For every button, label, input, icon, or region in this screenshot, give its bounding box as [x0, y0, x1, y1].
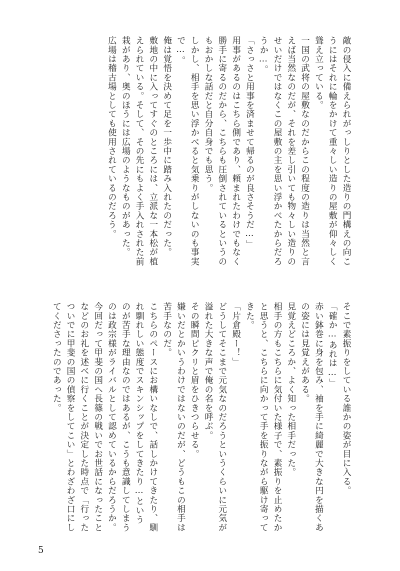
paragraph: 嫌いだとかいうわけではないのだが、どうもこの相手は苦手なのだ。: [161, 302, 186, 532]
paragraph: 用事があるのはこちら側であり、頼まれたわけでもなく勝手に寄るのだから、こちらも圧倒されているというのもおかしな話だと自分自身でも思う。: [203, 36, 241, 266]
bottom-text-block: [22, 302, 352, 532]
dialogue-line: 「確か…あれは…」: [327, 302, 338, 388]
paragraph: その瞬間ピクリと眉をひきつらせる。: [189, 302, 200, 459]
paragraph: 敵の侵入に備えられがっしりとした造りの門構えの向こうにはそれに輪をかけて重々しい造りの屋敷が仰々しく聳え立っている。: [313, 36, 351, 266]
page-number: 5: [38, 546, 44, 556]
dialogue-line: 「片倉殿ー！」: [230, 302, 241, 367]
paragraph: どうしてそこまで元気なのだろうというくらいに元気が溢れた大きな声で俺の名を呼ぶ。: [203, 302, 227, 532]
paragraph: 相手の方もこちらに気付いた様子で、素振りを止めたかと思うと、こちらに向かって手を振りながら駆け寄ってきた。: [244, 302, 283, 532]
paragraph: 敷地の中に入ってすぐのところには、立派な一本松が植えられている。そして、その先にもよく手入れされた前栽があり、奥のほうには広場のようなものがあった。: [120, 36, 158, 266]
paragraph: 赤い鉢巻に身を包み、袖を手に綺麗で大きな円を描くあの姿には見覚えがある。: [299, 302, 324, 532]
paragraph: 今回だって甲斐の国へ長篠の戦いでお世話になったことなどのお礼を述べに行くことが決定した時点で「行ったついでに甲斐の国の偵察をしてこい」とわざわざ口にしてくださったのであった。: [51, 302, 103, 532]
paragraph: 一国の武将の屋敷なのだからこの程度の造りは当然と言えば当然なのだが、それを差し引いても物々しい造りのせいだけではなくこの屋敷の主を思い浮かべたからだろうか…。: [258, 36, 310, 266]
top-text-block: [22, 36, 352, 266]
paragraph: こちらのペースにお構いなしで、話しかけてきたり、馴れ馴れしい態度でスキンシップをしてきたり…というのが苦手な理由なのではあるが、こうも意識してしまうのは政宗様がライバルとして認めているからだろうか。: [106, 302, 158, 532]
paragraph: そこで素振りをしている誰かの姿が目に入る。: [341, 302, 351, 496]
dialogue-line: 「さっさと用事を済ませて帰るのが良さそうだ…」: [244, 36, 255, 249]
paragraph: 俺は覚悟を決めて足を一歩中に踏み入れたのだった。: [161, 36, 172, 257]
paragraph: しかし、相手を思い浮かべると気乗りがしないのも事実で…。: [175, 36, 200, 266]
paragraph: 見覚えどころか、よく知った相手だった。: [285, 302, 296, 477]
paragraph: 広場は稽古場としても使用されているのだろう。: [106, 36, 117, 239]
